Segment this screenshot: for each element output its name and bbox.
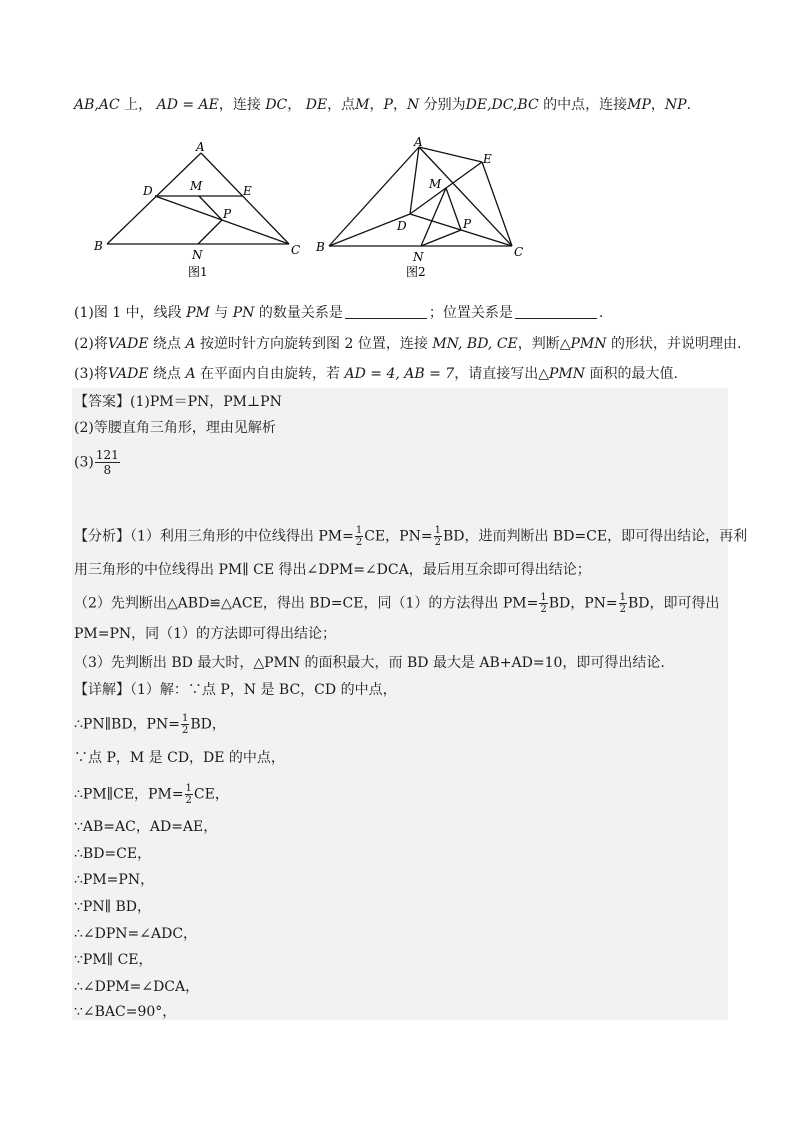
fig1-line-AC [201, 153, 289, 244]
answer-3-fraction [95, 448, 120, 477]
detail-line-4 [74, 817, 217, 837]
intro-seg: DC [265, 97, 288, 113]
intro-seg: ，连接 [218, 97, 261, 113]
answer-tag: 【答案】 [74, 394, 130, 410]
fraction-denominator: 2 [540, 604, 547, 615]
fraction-half [434, 525, 442, 548]
detail-text: CE， [193, 786, 229, 803]
q3-text: 在平面内自由旋转，若 [195, 366, 345, 382]
fraction-denominator: 2 [181, 725, 189, 736]
fig2-label-P: P [463, 217, 472, 231]
detail-line-11 [74, 1002, 176, 1022]
q1-text: 的数量关系是 [254, 305, 343, 321]
q2-text: 按逆时针方向旋转到图 2 位置，连接 [195, 336, 433, 352]
fraction-numerator: 1 [355, 525, 363, 536]
fig2-label-C: C [514, 245, 524, 259]
answer-blank-1[interactable] [345, 304, 427, 319]
fig2-label-E: E [483, 152, 492, 166]
analysis-line-3 [74, 592, 720, 615]
fig1-label-B: B [94, 239, 103, 253]
fig1-label-D: D [143, 184, 153, 198]
fraction-denominator: 2 [619, 604, 626, 615]
intro-seg: ，点 [327, 97, 356, 113]
q1-text: . [598, 305, 604, 321]
analysis-line-5 [74, 653, 665, 673]
intro-seg: NP [664, 97, 687, 113]
fraction-half [181, 713, 189, 736]
fig2-label-A: A [414, 135, 423, 149]
analysis-text: BD，PN= [548, 595, 618, 612]
q2-text: △PMN [559, 336, 607, 352]
analysis-tag: 【分析】 [74, 528, 130, 545]
q3-text: AD = 4, AB = 7 [344, 366, 455, 382]
answer-line-3 [74, 448, 121, 477]
answer-line-1 [74, 392, 282, 412]
detail-text: （1）解：∵点 P，N 是 BC，CD 的中点， [130, 682, 397, 698]
q3-text: VADE [107, 366, 149, 382]
intro-seg: AB,AC [74, 97, 120, 113]
fraction-numerator: 1 [619, 592, 626, 603]
detail-text: ∴PM∥CE，PM= [74, 786, 184, 803]
fig2-line-AE [419, 147, 482, 162]
analysis-line-4 [74, 624, 336, 644]
q2-text: (2)将 [74, 336, 108, 352]
q3-text: 绕点 [148, 366, 186, 382]
q1-text: ；位置关系是 [428, 305, 513, 321]
fraction-denominator: 2 [185, 795, 192, 806]
figure-2 [310, 133, 540, 283]
fraction-numerator: 1 [181, 713, 189, 724]
q2-text: 绕点 [148, 336, 186, 352]
intro-seg: AD = AE [156, 97, 219, 113]
fig2-label-B: B [316, 240, 325, 254]
fraction-numerator: 1 [434, 525, 441, 536]
answer-1: (1)PM＝PN，PM⊥PN [130, 394, 282, 410]
intro-seg: M [355, 97, 370, 113]
analysis-text: CE，PN= [364, 528, 433, 545]
fraction-half [539, 592, 547, 615]
q3-text: A [185, 366, 196, 382]
answer-2: (2)等腰直角三角形，理由见解析 [74, 420, 276, 436]
question-2 [74, 334, 741, 354]
q3-text: (3)将 [74, 366, 108, 382]
detail-text: ∵∠BAC=90°， [74, 1004, 177, 1020]
detail-tag: 【详解】 [74, 682, 130, 698]
detail-text: ∴∠DPM=∠DCA， [74, 979, 200, 995]
fig1-line-NP [198, 220, 222, 244]
fraction-half [619, 592, 627, 615]
q2-text: 的形状，并说明理由. [606, 336, 742, 352]
fig2-line-EC [482, 162, 512, 246]
detail-line-3 [74, 783, 229, 806]
q1-text: PN [232, 305, 255, 321]
intro-seg: ， [287, 97, 302, 113]
detail-line-7 [74, 897, 151, 917]
fig2-label-M: M [429, 177, 442, 191]
analysis-text: PM=PN，同（1）的方法即可得出结论； [74, 626, 337, 642]
detail-text: ∴BD=CE， [74, 846, 152, 862]
intro-seg: . [686, 97, 692, 113]
detail-text: ∵点 P，M 是 CD，DE 的中点， [74, 750, 285, 766]
detail-line-5 [74, 844, 151, 864]
fraction-denominator: 8 [103, 463, 112, 477]
analysis-text: （3）先判断出 BD 最大时，△PMN 的面积最大，而 BD 最大是 AB+AD=10，即可得出结论. [74, 655, 665, 671]
detail-text: ∴PM=PN， [74, 872, 155, 888]
intro-seg: MP [627, 97, 651, 113]
fig1-label-C: C [291, 243, 301, 257]
intro-seg: N [406, 97, 420, 113]
answer-blank-2[interactable] [515, 304, 597, 319]
answer-line-2 [74, 418, 276, 438]
analysis-text: （1）利用三角形的中位线得出 PM= [130, 528, 354, 545]
fig1-label-M: M [190, 179, 203, 193]
fig1-label-E: E [243, 184, 252, 198]
q2-text: MN, BD, CE [432, 336, 518, 352]
intro-seg: 上， [119, 97, 153, 113]
figure-1 [90, 138, 310, 283]
q2-text: ，判断 [517, 336, 560, 352]
intro-seg: DE [305, 97, 328, 113]
q3-text: 面积的最大值. [585, 366, 678, 382]
fig1-label-N: N [192, 248, 203, 262]
detail-line-10 [74, 977, 199, 997]
detail-line-2 [74, 748, 285, 768]
intro-seg: ， [369, 97, 384, 113]
fig1-line-AB [107, 153, 201, 244]
detail-text: ∵PN∥ BD， [74, 899, 152, 915]
analysis-text: BD，进而判断出 BD=CE，即可得出结论，再利 [442, 528, 748, 545]
question-1 [74, 303, 603, 323]
detail-line-0 [74, 680, 397, 700]
question-3 [74, 364, 678, 384]
detail-line-8 [74, 924, 197, 944]
fig2-label-D: D [397, 219, 407, 233]
detail-text: ∴PN∥BD，PN= [74, 716, 180, 733]
q1-text: PM [186, 305, 210, 321]
intro-seg: ， [392, 97, 407, 113]
detail-text: ∵AB=AC，AD=AE， [74, 819, 218, 835]
fig1-caption: 图1 [188, 265, 208, 279]
q1-text: (1)图 1 中，线段 [74, 305, 187, 321]
fraction-half [355, 525, 363, 548]
detail-text: BD， [190, 716, 226, 733]
intro-seg: 的中点，连接 [538, 97, 628, 113]
detail-line-6 [74, 870, 154, 890]
analysis-line-1 [74, 525, 747, 548]
analysis-text: （2）先判断出△ABD≌△ACE，得出 BD=CE，同（1）的方法得出 PM= [74, 595, 539, 612]
detail-line-9 [74, 950, 153, 970]
q2-text: VADE [107, 336, 149, 352]
analysis-line-2 [74, 560, 591, 580]
fraction-denominator: 2 [434, 537, 441, 548]
intro-seg: P [383, 97, 393, 113]
fig1-label-P: P [223, 207, 232, 221]
q3-text: △PMN [538, 366, 585, 382]
intro-seg: DE,DC,BC [465, 97, 539, 113]
detail-text: ∴∠DPN=∠ADC， [74, 926, 198, 942]
fraction-numerator: 121 [95, 448, 119, 462]
fig1-label-A: A [196, 140, 205, 154]
fraction-numerator: 1 [540, 592, 547, 603]
fraction-half [185, 783, 193, 806]
q2-text: A [185, 336, 196, 352]
fig2-line-AD [410, 147, 419, 214]
fig2-line-MP [446, 188, 461, 230]
intro-line [74, 95, 691, 115]
detail-text: ∵PM∥ CE， [74, 952, 153, 968]
intro-seg: 分别为 [419, 97, 466, 113]
fraction-numerator: 1 [185, 783, 192, 794]
q1-text: 与 [209, 305, 233, 321]
detail-line-1 [74, 713, 226, 736]
analysis-text: 用三角形的中位线得出 PM∥ CE 得出∠DPM=∠DCA，最后用互余即可得出结论； [74, 562, 591, 578]
intro-seg: ， [650, 97, 665, 113]
fig2-label-N: N [413, 250, 424, 264]
answer-3-prefix: (3) [74, 454, 94, 471]
fig2-caption: 图2 [406, 265, 426, 279]
analysis-text: BD，即可得出 [627, 595, 720, 612]
q3-text: ，请直接写出 [454, 366, 539, 382]
fraction-denominator: 2 [355, 537, 363, 548]
